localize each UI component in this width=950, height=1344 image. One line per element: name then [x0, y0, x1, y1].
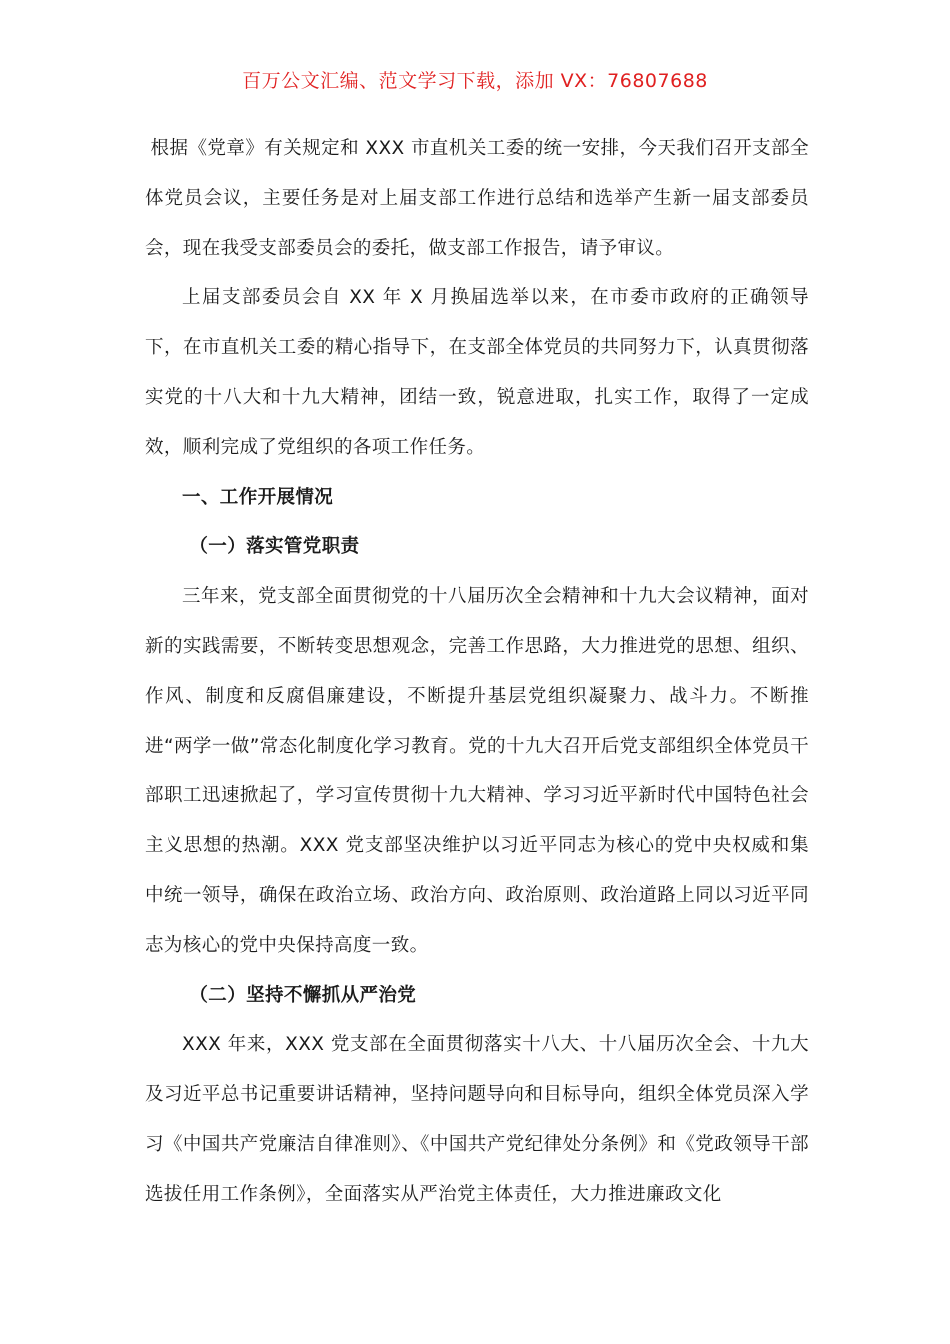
section-heading-work-progress: 一、工作开展情况: [182, 486, 334, 508]
party-duty-paragraph: 三年来，党支部全面贯彻党的十八届历次全会精神和十九大会议精神，面对新的实践需要，不断转变思想观念，完善工作思路，大力推进党的思想、组织、作风、制度和反腐倡廉建设，不断提升基层党组织凝聚力、战斗力。不断推进“两学一做”常态化制度化学习教育。党的十九大召开后党支部组织全体党员干部职工迅速掀起了，学习宣传贯彻十九大精神、学习习近平新时代中国特色社会主义思想的热潮。XXX 党支部坚决维护以习近平同志为核心的党中央权威和集中统一领导，确保在政治立场、政治方向、政治原则、政治道路上同以习近平同志为核心的党中央保持高度一致。: [145, 586, 809, 956]
subsection-heading-strict-governance: （二）坚持不懈抓从严治党: [189, 984, 417, 1006]
strict-governance-paragraph: XXX 年来，XXX 党支部在全面贯彻落实十八大、十八届历次全会、十九大及习近平总书记重要讲话精神，坚持问题导向和目标导向，组织全体党员深入学习《中国共产党廉洁自律准则》、《中国共产党纪律处分条例》和《党政领导干部选拔任用工作条例》，全面落实从严治党主体责任，大力推进廉政文化: [145, 1034, 809, 1205]
intro-paragraph: 根据《党章》有关规定和 XXX 市直机关工委的统一安排，今天我们召开支部全体党员会议，主要任务是对上届支部工作进行总结和选举产生新一届支部委员会，现在我受支部委员会的委托，做支部工作报告，请予审议。: [145, 138, 809, 259]
summary-paragraph: 上届支部委员会自 XX 年 X 月换届选举以来，在市委市政府的正确领导下，在市直机关工委的精心指导下，在支部全体党员的共同努力下，认真贯彻落实党的十八大和十九大精神，团结一致，锐意进取，扎实工作，取得了一定成效，顺利完成了党组织的各项工作任务。: [145, 287, 809, 458]
download-watermark-header: 百万公文汇编、范文学习下载，添加 VX：76807688: [242, 70, 708, 92]
subsection-heading-party-duty: （一）落实管党职责: [189, 536, 360, 558]
document-body: [145, 124, 809, 1220]
